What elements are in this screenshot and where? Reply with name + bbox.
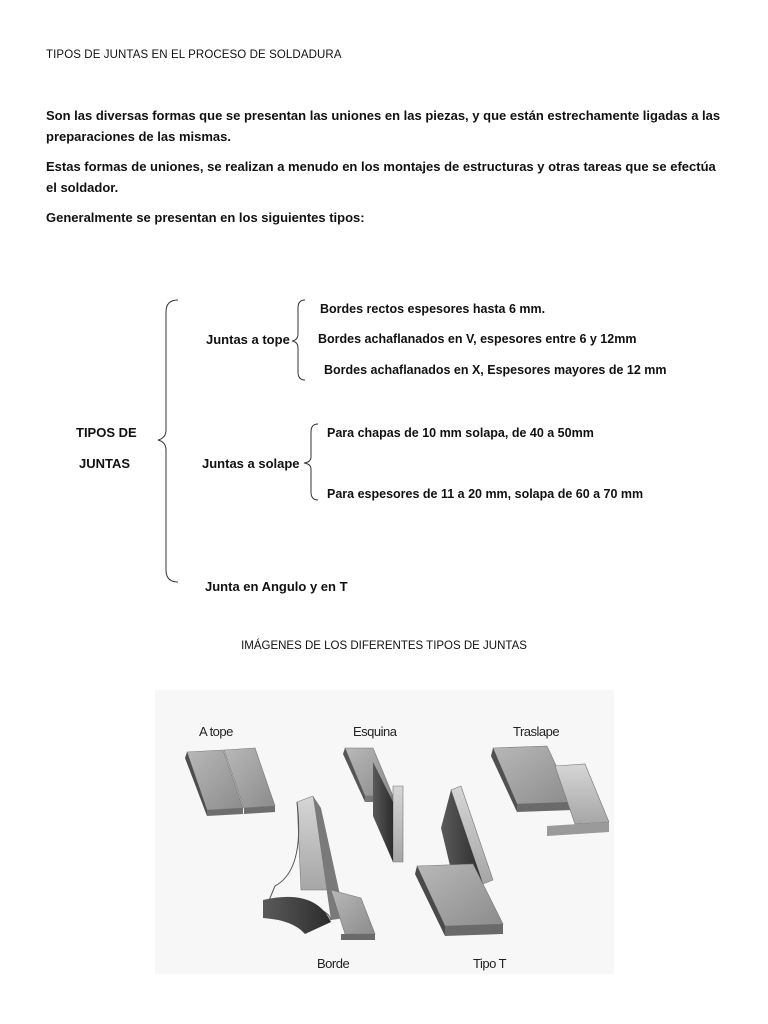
intro-paragraph: Son las diversas formas que se presentan las uniones en las piezas, y que están estrechamente ligadas a las preparaciones de las mismas.: [46, 108, 721, 144]
branch-juntas-a-solape: Juntas a solape: [202, 456, 300, 471]
joint-types-figure: [155, 690, 614, 974]
root-label-line2: JUNTAS: [79, 456, 131, 471]
images-section-title: IMÁGENES DE LOS DIFERENTES TIPOS DE JUNTAS: [241, 640, 527, 652]
solape-item: Para chapas de 10 mm solapa, de 40 a 50mm: [327, 426, 594, 440]
tope-brace: [292, 300, 305, 380]
document-title: TIPOS DE JUNTAS EN EL PROCESO DE SOLDADURA: [46, 49, 342, 61]
context-paragraph: Estas formas de uniones, se realizan a menudo en los montajes de estructuras y otras tareas que se efectúa el soldador.: [46, 159, 716, 195]
types-intro-paragraph: Generalmente se presentan en los siguientes tipos:: [46, 210, 365, 225]
root-label-line1: TIPOS DE: [76, 425, 137, 440]
main-brace: [158, 300, 178, 582]
tope-item: Bordes rectos espesores hasta 6 mm.: [320, 302, 546, 316]
label-borde: Borde: [317, 956, 350, 971]
label-esquina: Esquina: [353, 724, 397, 739]
joint-illustration: [155, 690, 614, 974]
label-traslape: Traslape: [513, 724, 560, 739]
solape-item: Para espesores de 11 a 20 mm, solapa de 60 a 70 mm: [327, 487, 644, 501]
tope-item: Bordes achaflanados en V, espesores entre 6 y 12mm: [318, 332, 637, 346]
tope-item: Bordes achaflanados en X, Espesores mayores de 12 mm: [324, 363, 667, 377]
label-tipo-t: Tipo T: [473, 956, 507, 971]
solape-brace: [304, 424, 318, 500]
branch-junta-angulo-t: Junta en Angulo y en T: [205, 579, 348, 594]
branch-juntas-a-tope: Juntas a tope: [206, 332, 290, 347]
label-a-tope: A tope: [199, 724, 233, 739]
